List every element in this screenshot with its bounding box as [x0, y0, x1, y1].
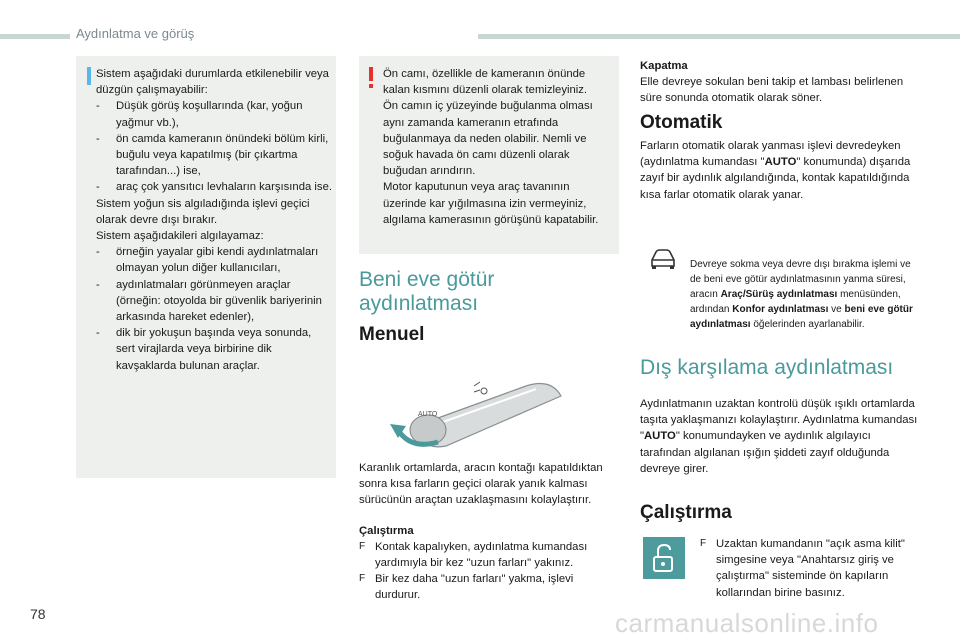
list-item: F Bir kez daha "uzun farları" yakma, işlevi durdurur. [359, 573, 574, 602]
kapatma-section [640, 58, 920, 107]
list-item: - ön camda kameranın önündeki bölüm kirli, buğulu veya kapatılmış (bir çıkartma tarafından...) ise, [96, 132, 329, 178]
note-text: Devreye sokma veya devre dışı bırakma işlemi ve de beni eve götür aydınlatmasının yanma süresi, aracın Araç/Sürüş aydınlatması menüsünden, ardından Konfor aydınlatması ve beni eve götür aydınlatması öğelerinden ayarlanabilir. [690, 259, 913, 330]
warning-marker-dot-icon [369, 84, 373, 88]
warning-para: Ön camı, özellikle de kameranın önünde kalan kısmını düzenli olarak temizleyiniz. [383, 68, 588, 97]
heading-manuel: Menuel [359, 324, 425, 345]
list-item: - araç çok yansıtıcı levhaların karşısında ise. [96, 181, 332, 194]
lighting-stalk-illustration [376, 356, 576, 456]
kapatma-text: Elle devreye sokulan beni takip et lambası belirlenen süre sonunda otomatik olarak söner. [640, 76, 904, 105]
calistirma-label: Çalıştırma [359, 524, 414, 537]
header-rule-left [0, 34, 70, 39]
list-item: - Düşük görüş koşullarında (kar, yoğun yağmur vb.), [96, 100, 303, 129]
heading-otomatik: Otomatik [640, 112, 723, 133]
warning-marker-icon [369, 67, 373, 81]
warning-para: Ön camın iç yüzeyinde buğulanma olması aynı zamanda kameranın etrafında buğulanmaya da neden olabilir. Nemli ve soğuk havada ön camı düzenli olarak buğudan arındırın. [383, 100, 593, 178]
info-para: Sistem aşağıdakileri algılayamaz: [96, 230, 264, 243]
warning-panel-text [383, 66, 615, 228]
heading-calistirma: Çalıştırma [640, 502, 732, 523]
list-item: F Uzaktan kumandanın "açık asma kilit" simgesine veya "Anahtarsız giriş ve çalıştırma" sisteminde ön kapıların kollarından birine basınız. [700, 538, 905, 599]
section-header: Aydınlatma ve görüş [76, 26, 195, 41]
header-rule-right [478, 34, 960, 39]
unlock-icon [643, 537, 685, 579]
info-intro: Sistem aşağıdaki durumlarda etkilenebilir veya düzgün çalışmayabilir: [96, 68, 329, 97]
section-title-dis-karsilama: Dış karşılama aydınlatması [640, 356, 894, 379]
stalk-auto-label: AUTO [418, 411, 438, 418]
kapatma-label: Kapatma [640, 60, 688, 72]
manuel-section [359, 460, 614, 604]
list-item: F Kontak kapalıyken, aydınlatma kumandası yardımıyla bir kez "uzun farları" yakınız. [359, 540, 588, 570]
info-panel-text [96, 66, 332, 374]
calistirma-text [700, 536, 920, 601]
dis-karsilama-text: Aydınlatmanın uzaktan kontrolü düşük ışıklı ortamlarda taşıta yaklaşmanızı kolaylaştırır. Aydınlatma kumandası "AUTO" konumundayken ve aydınlık algılayıcı tarafından algılanan ışığın şiddeti zayıf olduğunda devreye girer. [640, 398, 918, 475]
page-number: 78 [30, 606, 46, 622]
warning-para: Motor kaputunun veya araç tavanının üzerinde kar yığılmasına izin vermeyiniz, algılama kamerasının görüşünü kapatabilir. [383, 181, 599, 226]
info-marker-icon [87, 67, 91, 85]
car-icon [648, 246, 678, 270]
info-para: Sistem yoğun sis algıladığında işlevi geçici olarak devre dışı bırakır. [96, 197, 310, 226]
list-item: - aydınlatmaları görünmeyen araçlar (örneğin: otoyolda bir güvenlik bariyerinin arkasında hareket edenler), [96, 278, 322, 324]
section-title-beni-eve: Beni eve götür aydınlatması [359, 268, 495, 315]
manuel-text: Karanlık ortamlarda, aracın kontağı kapatıldıktan sonra kısa farların geçici olarak yanık kalması sürücünün araçtan uzaklaşmasını kolaylaştırır. [359, 462, 603, 507]
list-item: - dik bir yokuşun başında veya sonunda, sert virajlarda veya birbirine dik kavşaklarda bulunan araçlar. [96, 327, 312, 372]
list-item: - örneğin yayalar gibi kendi aydınlatmaları olmayan yolun diğer kullanıcıları, [96, 246, 319, 275]
watermark: carmanualsonline.info [615, 608, 879, 638]
otomatik-text: Farların otomatik olarak yanması işlevi devredeyken (aydınlatma kumandası "AUTO" konumunda) dışarıda zayıf bir aydınlık algılandığında, kontak kapatıldığında kısa farlar otomatik olarak yanar. [640, 140, 911, 201]
